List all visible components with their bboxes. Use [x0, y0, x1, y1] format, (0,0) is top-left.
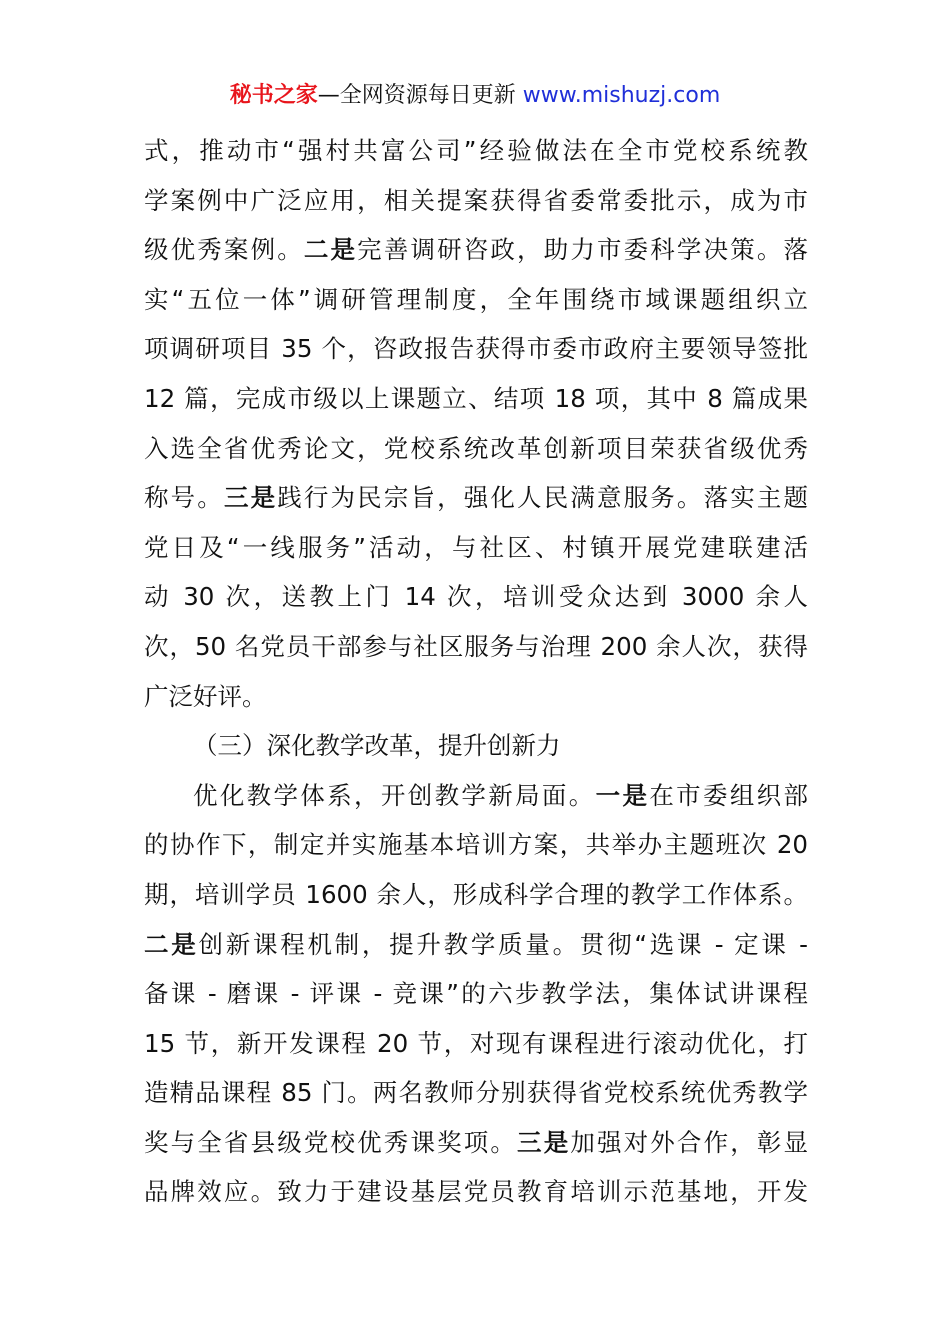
- document-body: [144, 126, 808, 1217]
- text-line: 品牌效应。致力于建设基层党员教育培训示范基地，开发: [144, 1177, 808, 1207]
- text-line: 级优秀案例。二是完善调研咨政，助力市委科学决策。落: [144, 235, 808, 265]
- text-line: 15 节，新开发课程 20 节，对现有课程进行滚动优化，打: [144, 1028, 808, 1058]
- text-line: 学案例中广泛应用，相关提案获得省委常委批示，成为市: [144, 185, 808, 215]
- text-line: 12 篇，完成市级以上课题立、结项 18 项，其中 8 篇成果: [144, 383, 808, 413]
- bold-lead: 二是: [303, 235, 358, 265]
- bold-lead: 一是: [595, 780, 650, 810]
- text-line: 期，培训学员 1600 余人，形成科学合理的教学工作体系。: [144, 879, 808, 909]
- text-line: 实“五位一体”调研管理制度，全年围绕市域课题组织立: [144, 284, 808, 314]
- text-line: 次，50 名党员干部参与社区服务与治理 200 余人次，获得: [144, 631, 808, 661]
- text-line: 备课 - 磨课 - 评课 - 竞课”的六步教学法，集体试讲课程: [144, 979, 808, 1009]
- site-url[interactable]: www.mishuzj.com: [522, 83, 721, 108]
- text-line: 式，推动市“强村共富公司”经验做法在全市党校系统教: [144, 136, 808, 165]
- text-line: 的协作下，制定并实施基本培训方案，共举办主题班次 20: [144, 830, 808, 860]
- bold-lead: 二是: [144, 929, 199, 959]
- site-brand: 秘书之家: [229, 83, 318, 108]
- text-line: 党日及“一线服务”活动，与社区、村镇开展党建联建活: [144, 532, 808, 562]
- text-line: 二是创新课程机制，提升教学质量。贯彻“选课 - 定课 -: [144, 929, 808, 959]
- section-heading: （三）深化教学改革，提升创新力: [193, 731, 561, 761]
- text-line: 动 30 次，送教上门 14 次，培训受众达到 3000 余人: [144, 582, 808, 612]
- bold-lead: 三是: [517, 1127, 571, 1157]
- text-line: 广泛好评。: [144, 681, 267, 711]
- text-line: 奖与全省县级党校优秀课奖项。三是加强对外合作，彰显: [144, 1127, 808, 1157]
- text-line: 项调研项目 35 个，咨政报告获得市委市政府主要领导签批: [144, 334, 808, 364]
- site-header: [0, 80, 950, 112]
- text-line: 入选全省优秀论文，党校系统改革创新项目荣获省级优秀: [144, 433, 808, 463]
- text-line: 优化教学体系，开创教学新局面。一是在市委组织部: [193, 780, 808, 810]
- text-line: 称号。三是践行为民宗旨，强化人民满意服务。落实主题: [144, 483, 808, 513]
- site-tagline: —全网资源每日更新: [317, 83, 516, 108]
- text-line: 造精品课程 85 门。两名教师分别获得省党校系统优秀教学: [144, 1078, 808, 1108]
- bold-lead: 三是: [223, 483, 278, 513]
